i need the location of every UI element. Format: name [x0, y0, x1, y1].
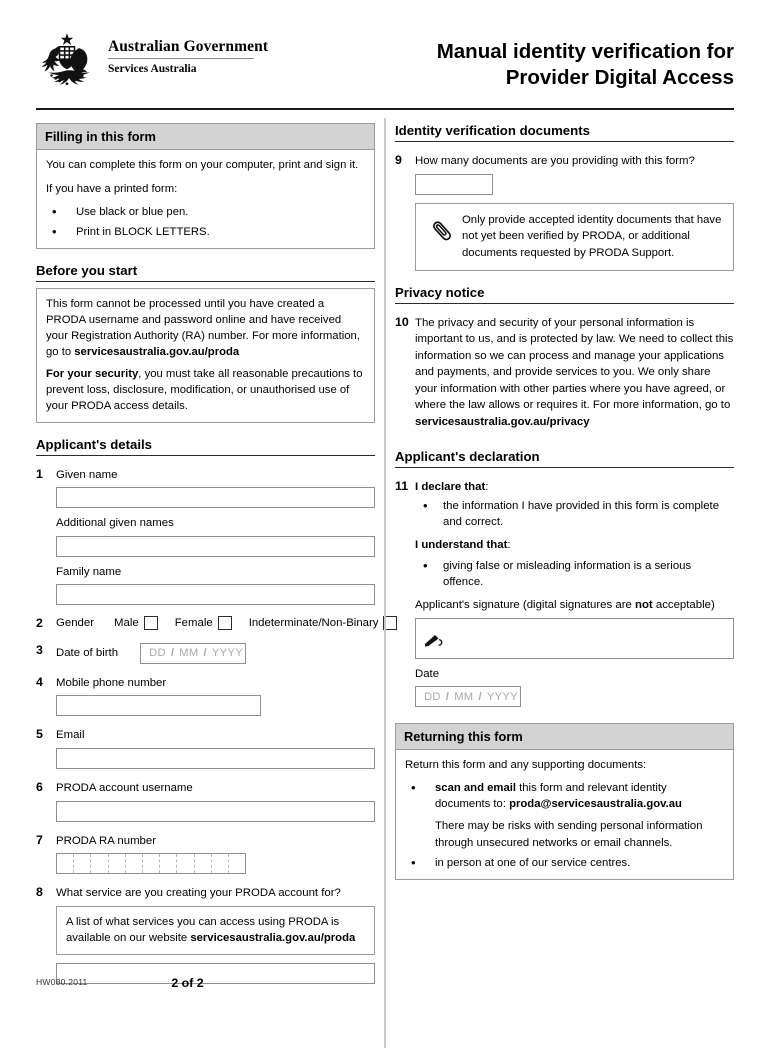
gender-option-indeterminate[interactable] [249, 616, 398, 630]
returning-this-form-panel [395, 723, 734, 879]
ra-number-cell[interactable] [177, 854, 194, 873]
list-item: • giving false or misleading information is a serious offence. [415, 558, 734, 590]
australian-government-text: Australian Government [108, 38, 269, 55]
page-header [0, 0, 770, 91]
given-name-input[interactable] [56, 487, 375, 508]
returning-this-form-heading: Returning this form [396, 724, 733, 750]
returning-bullets [405, 780, 724, 870]
question-number: 8 [36, 885, 43, 900]
before-you-start-para-2 [46, 366, 365, 414]
ra-number-cell[interactable] [195, 854, 212, 873]
brand-divider [108, 58, 254, 59]
filling-in-this-form-panel [36, 123, 375, 248]
gender-option-male[interactable] [114, 616, 158, 630]
date-of-birth-label: Date of birth [56, 647, 119, 660]
question-number: 6 [36, 779, 43, 794]
additional-given-names-input[interactable] [56, 536, 375, 557]
sig-separator-1: / [445, 690, 450, 703]
proda-services-url: servicesaustralia.gov.au/proda [190, 931, 356, 944]
understand-colon: : [507, 539, 511, 552]
before-you-start-para-1 [46, 296, 365, 360]
ra-number-cell[interactable] [74, 854, 91, 873]
email-label: Email [56, 729, 85, 742]
gender-male-checkbox[interactable] [144, 616, 158, 630]
gender-male-label: Male [114, 617, 139, 630]
accepted-documents-note [415, 203, 734, 271]
question-number: 1 [36, 466, 43, 481]
services-australia-text: Services Australia [108, 63, 197, 76]
question-number: 2 [36, 616, 43, 631]
scan-and-email-rest: this form and relevant identity documents to: [435, 782, 667, 811]
applicants-declaration-heading: Applicant's declaration [395, 449, 734, 468]
given-name-label: Given name [56, 468, 118, 481]
sig-separator-2: / [478, 690, 482, 703]
question-1-given-name [36, 467, 375, 606]
question-7-proda-ra-number [36, 833, 375, 875]
question-number: 11 [395, 478, 409, 493]
declare-lead: I declare that [415, 480, 486, 493]
proda-username-input[interactable] [56, 801, 375, 822]
sig-day-placeholder: DD [424, 690, 441, 703]
signature-pen-icon [423, 633, 445, 654]
ra-number-cell[interactable] [143, 854, 160, 873]
question-9-document-count [395, 153, 734, 270]
question-3-date-of-birth [36, 643, 375, 664]
ra-number-cell[interactable] [229, 854, 245, 873]
accepted-documents-note-text: Only provide accepted identity documents that have not yet been verified by PRODA, or additional documents requested by PRODA Support. [462, 214, 722, 259]
mobile-phone-label: Mobile phone number [56, 676, 167, 689]
gender-label: Gender [56, 617, 94, 630]
question-number: 10 [395, 314, 409, 329]
list-item: • the information I have provided in this form is complete and correct. [415, 498, 734, 530]
family-name-label: Family name [56, 565, 122, 578]
question-6-proda-username [36, 780, 375, 822]
gender-indeterminate-label: Indeterminate/Non-Binary [248, 617, 379, 630]
understand-bullets [415, 558, 734, 590]
signature-date-label: Date [415, 667, 440, 680]
ra-number-cell[interactable] [109, 854, 126, 873]
returning-intro: Return this form and any supporting documents: [405, 759, 647, 772]
dob-month-placeholder: MM [179, 647, 199, 660]
scan-and-email-bold: scan and email [435, 782, 516, 795]
form-columns [0, 110, 770, 983]
privacy-url-link: servicesaustralia.gov.au/privacy [415, 415, 590, 428]
brand-block [36, 30, 268, 90]
ra-number-cell[interactable] [160, 854, 177, 873]
dob-separator-2: / [203, 647, 207, 660]
question-4-mobile-phone [36, 675, 375, 717]
date-of-birth-input[interactable] [140, 643, 246, 664]
signature-label-not: not [634, 599, 653, 612]
email-risk-note: There may be risks with sending personal information through unsecured networks or email channels. [435, 820, 703, 849]
proda-email-address: proda@servicesaustralia.gov.au [509, 798, 682, 811]
signature-label [415, 597, 734, 614]
brand-wordmark [108, 30, 268, 76]
page-footer [0, 964, 770, 1024]
family-name-input[interactable] [56, 584, 375, 605]
service-help-text [66, 914, 365, 946]
page-title: Manual identity verification for Provider Digital Access [436, 40, 734, 90]
question-number: 5 [36, 727, 43, 742]
applicants-details-heading: Applicant's details [36, 437, 375, 456]
privacy-notice-heading: Privacy notice [395, 285, 734, 304]
privacy-body: The privacy and security of your personal information is important to us, and is protected by law. We need to collect this information so we can process and manage your applications and payments, and provide services to you. We only share your information with other parties where you have agreed, or where the law allows or requires it. For more information, go to [415, 316, 734, 412]
question-number: 4 [36, 674, 43, 689]
declare-lead-line [415, 479, 734, 496]
filling-in-intro: You can complete this form on your computer, print and sign it. [46, 159, 359, 172]
list-item: • Use black or blue pen. [46, 204, 365, 220]
before-you-start-text: This form cannot be processed until you have created a PRODA username and password online and have received your Registration Authority (RA) number. For more information, go to [46, 297, 360, 358]
gender-female-label: Female [174, 617, 213, 630]
declare-bullets [415, 498, 734, 530]
ra-number-cell[interactable] [57, 854, 74, 873]
ra-number-cell[interactable] [126, 854, 143, 873]
list-item: • Print in BLOCK LETTERS. [46, 224, 365, 240]
dob-day-placeholder: DD [149, 647, 166, 660]
question-number: 9 [395, 153, 402, 168]
date-of-birth-row [56, 643, 375, 664]
question-11-declaration [395, 479, 734, 708]
question-10-privacy [395, 315, 734, 435]
understand-lead: I understand that [415, 539, 508, 552]
printed-form-lead: If you have a printed form: [46, 182, 178, 195]
additional-given-names-label: Additional given names [56, 517, 174, 530]
before-you-start-box [36, 288, 375, 423]
identity-verification-heading: Identity verification documents [395, 123, 734, 142]
document-count-label: How many documents are you providing with this form? [415, 155, 695, 168]
ra-number-cell[interactable] [212, 854, 229, 873]
right-column [395, 123, 734, 983]
filling-in-heading: Filling in this form [37, 124, 374, 150]
filling-in-bullets [46, 204, 365, 240]
proda-ra-number-input[interactable] [56, 853, 246, 874]
question-number: 3 [36, 642, 43, 657]
gender-female-checkbox[interactable] [218, 616, 232, 630]
left-column [36, 123, 379, 983]
question-5-email [36, 727, 375, 769]
proda-ra-number-label: PRODA RA number [56, 834, 157, 847]
returning-this-form-body [396, 750, 733, 878]
gender-option-female[interactable] [175, 616, 232, 630]
service-help-lead: A list of what services you can access using PRODA is available on our website [66, 915, 340, 944]
dob-year-placeholder: YYYY [211, 647, 243, 660]
dob-separator-1: / [170, 647, 175, 660]
declare-colon: : [485, 480, 489, 493]
question-2-gender [36, 616, 379, 632]
security-bold-lead: For your security [46, 367, 139, 380]
column-divider [384, 118, 386, 1048]
question-number: 7 [36, 832, 43, 847]
paperclip-icon [422, 212, 462, 244]
service-question-label: What service are you creating your PRODA account for? [56, 887, 341, 900]
sig-year-placeholder: YYYY [486, 690, 518, 703]
ra-number-cell[interactable] [91, 854, 108, 873]
list-item [405, 780, 724, 850]
sig-month-placeholder: MM [454, 690, 474, 703]
proda-url-link: servicesaustralia.gov.au/proda [74, 345, 240, 358]
signature-label-part-1: Applicant's signature (digital signatures are [415, 599, 635, 612]
australian-coat-of-arms-icon [36, 32, 98, 90]
filling-in-body [37, 150, 374, 247]
privacy-notice-text [415, 315, 734, 431]
list-item: • in person at one of our service centres. [405, 855, 724, 871]
gender-options-row [56, 616, 379, 630]
signature-input[interactable] [415, 618, 734, 659]
proda-username-label: PRODA account username [56, 781, 193, 794]
document-count-input[interactable] [415, 174, 493, 195]
before-you-start-heading: Before you start [36, 263, 375, 282]
signature-label-part-2: acceptable) [652, 599, 715, 612]
signature-date-input[interactable] [415, 686, 521, 707]
page-indicator: 2 of 2 [171, 976, 204, 990]
understand-lead-line [415, 537, 734, 554]
form-code: HW080.2011 [36, 977, 88, 987]
email-input[interactable] [56, 748, 375, 769]
security-text: , you must take all reasonable precautions to prevent loss, disclosure, modification, or unauthorised use of your PRODA access details. [46, 367, 363, 412]
mobile-phone-input[interactable] [56, 695, 261, 716]
service-help-box [56, 906, 375, 955]
